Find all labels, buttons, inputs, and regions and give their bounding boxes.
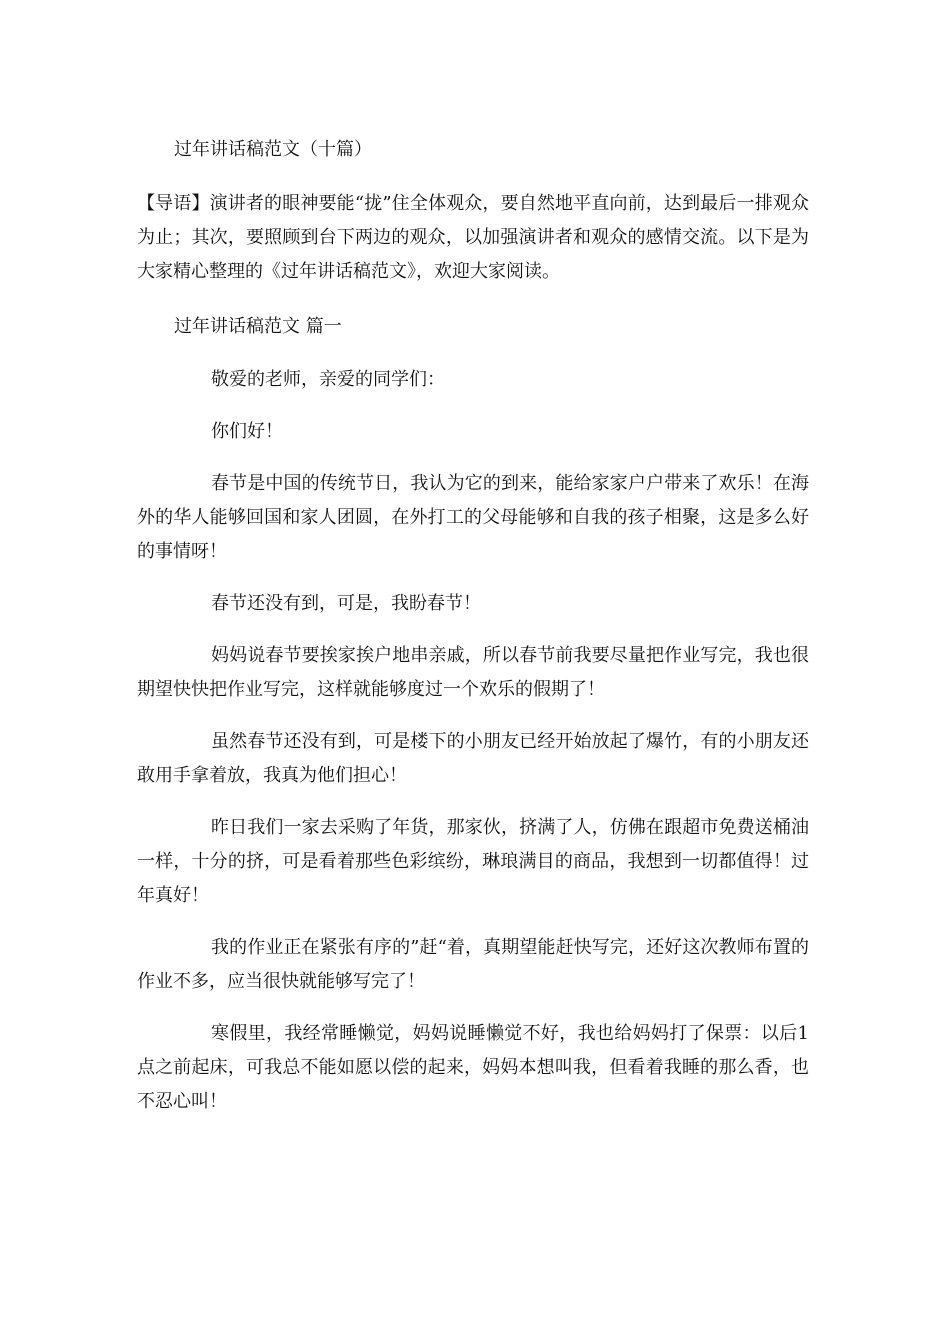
paragraph: 妈妈说春节要挨家挨户地串亲戚，所以春节前我要尽量把作业写完，我也很期望快快把作业写完，这样就能够度过一个欢乐的假期了！ <box>137 645 809 700</box>
paragraph: 春节还没有到，可是，我盼春节！ <box>211 593 481 614</box>
paragraph: 寒假里，我经常睡懒觉，妈妈说睡懒觉不好，我也给妈妈打了保票：以后1点之前起床，可我总不能如愿以偿的起来，妈妈本想叫我，但看着我睡的那么香，也不忍心叫！ <box>137 1023 809 1112</box>
paragraph: 春节是中国的传统节日，我认为它的到来，能给家家户户带来了欢乐！在海外的华人能够回国和家人团圆，在外打工的父母能够和自我的孩子相聚，这是多么好的事情呀！ <box>137 473 809 562</box>
speech-body <box>137 363 809 1137</box>
document-title: 过年讲话稿范文（十篇） <box>174 139 372 160</box>
paragraph: 我的作业正在紧张有序的”赶“着，真期望能赶快写完，还好这次教师布置的作业不多，应当很快就能够写完了！ <box>137 937 809 992</box>
paragraph-hello: 你们好！ <box>211 421 283 442</box>
paragraph-greeting: 敬爱的老师，亲爱的同学们： <box>211 369 445 390</box>
intro-paragraph: 【导语】演讲者的眼神要能“拢”住全体观众，要自然地平直向前，达到最后一排观众为止；其次，要照顾到台下两边的观众，以加强演讲者和观众的感情交流。以下是为大家精心整理的《过年讲话稿范文》，欢迎大家阅读。 <box>137 193 809 282</box>
paragraph: 昨日我们一家去采购了年货，那家伙，挤满了人，仿佛在跟超市免费送桶油一样，十分的挤，可是看着那些色彩缤纷，琳琅满目的商品，我想到一切都值得！过年真好！ <box>137 817 809 906</box>
paragraph: 虽然春节还没有到，可是楼下的小朋友已经开始放起了爆竹，有的小朋友还敢用手拿着放，我真为他们担心！ <box>137 731 809 786</box>
section-title: 过年讲话稿范文 篇一 <box>174 316 342 337</box>
